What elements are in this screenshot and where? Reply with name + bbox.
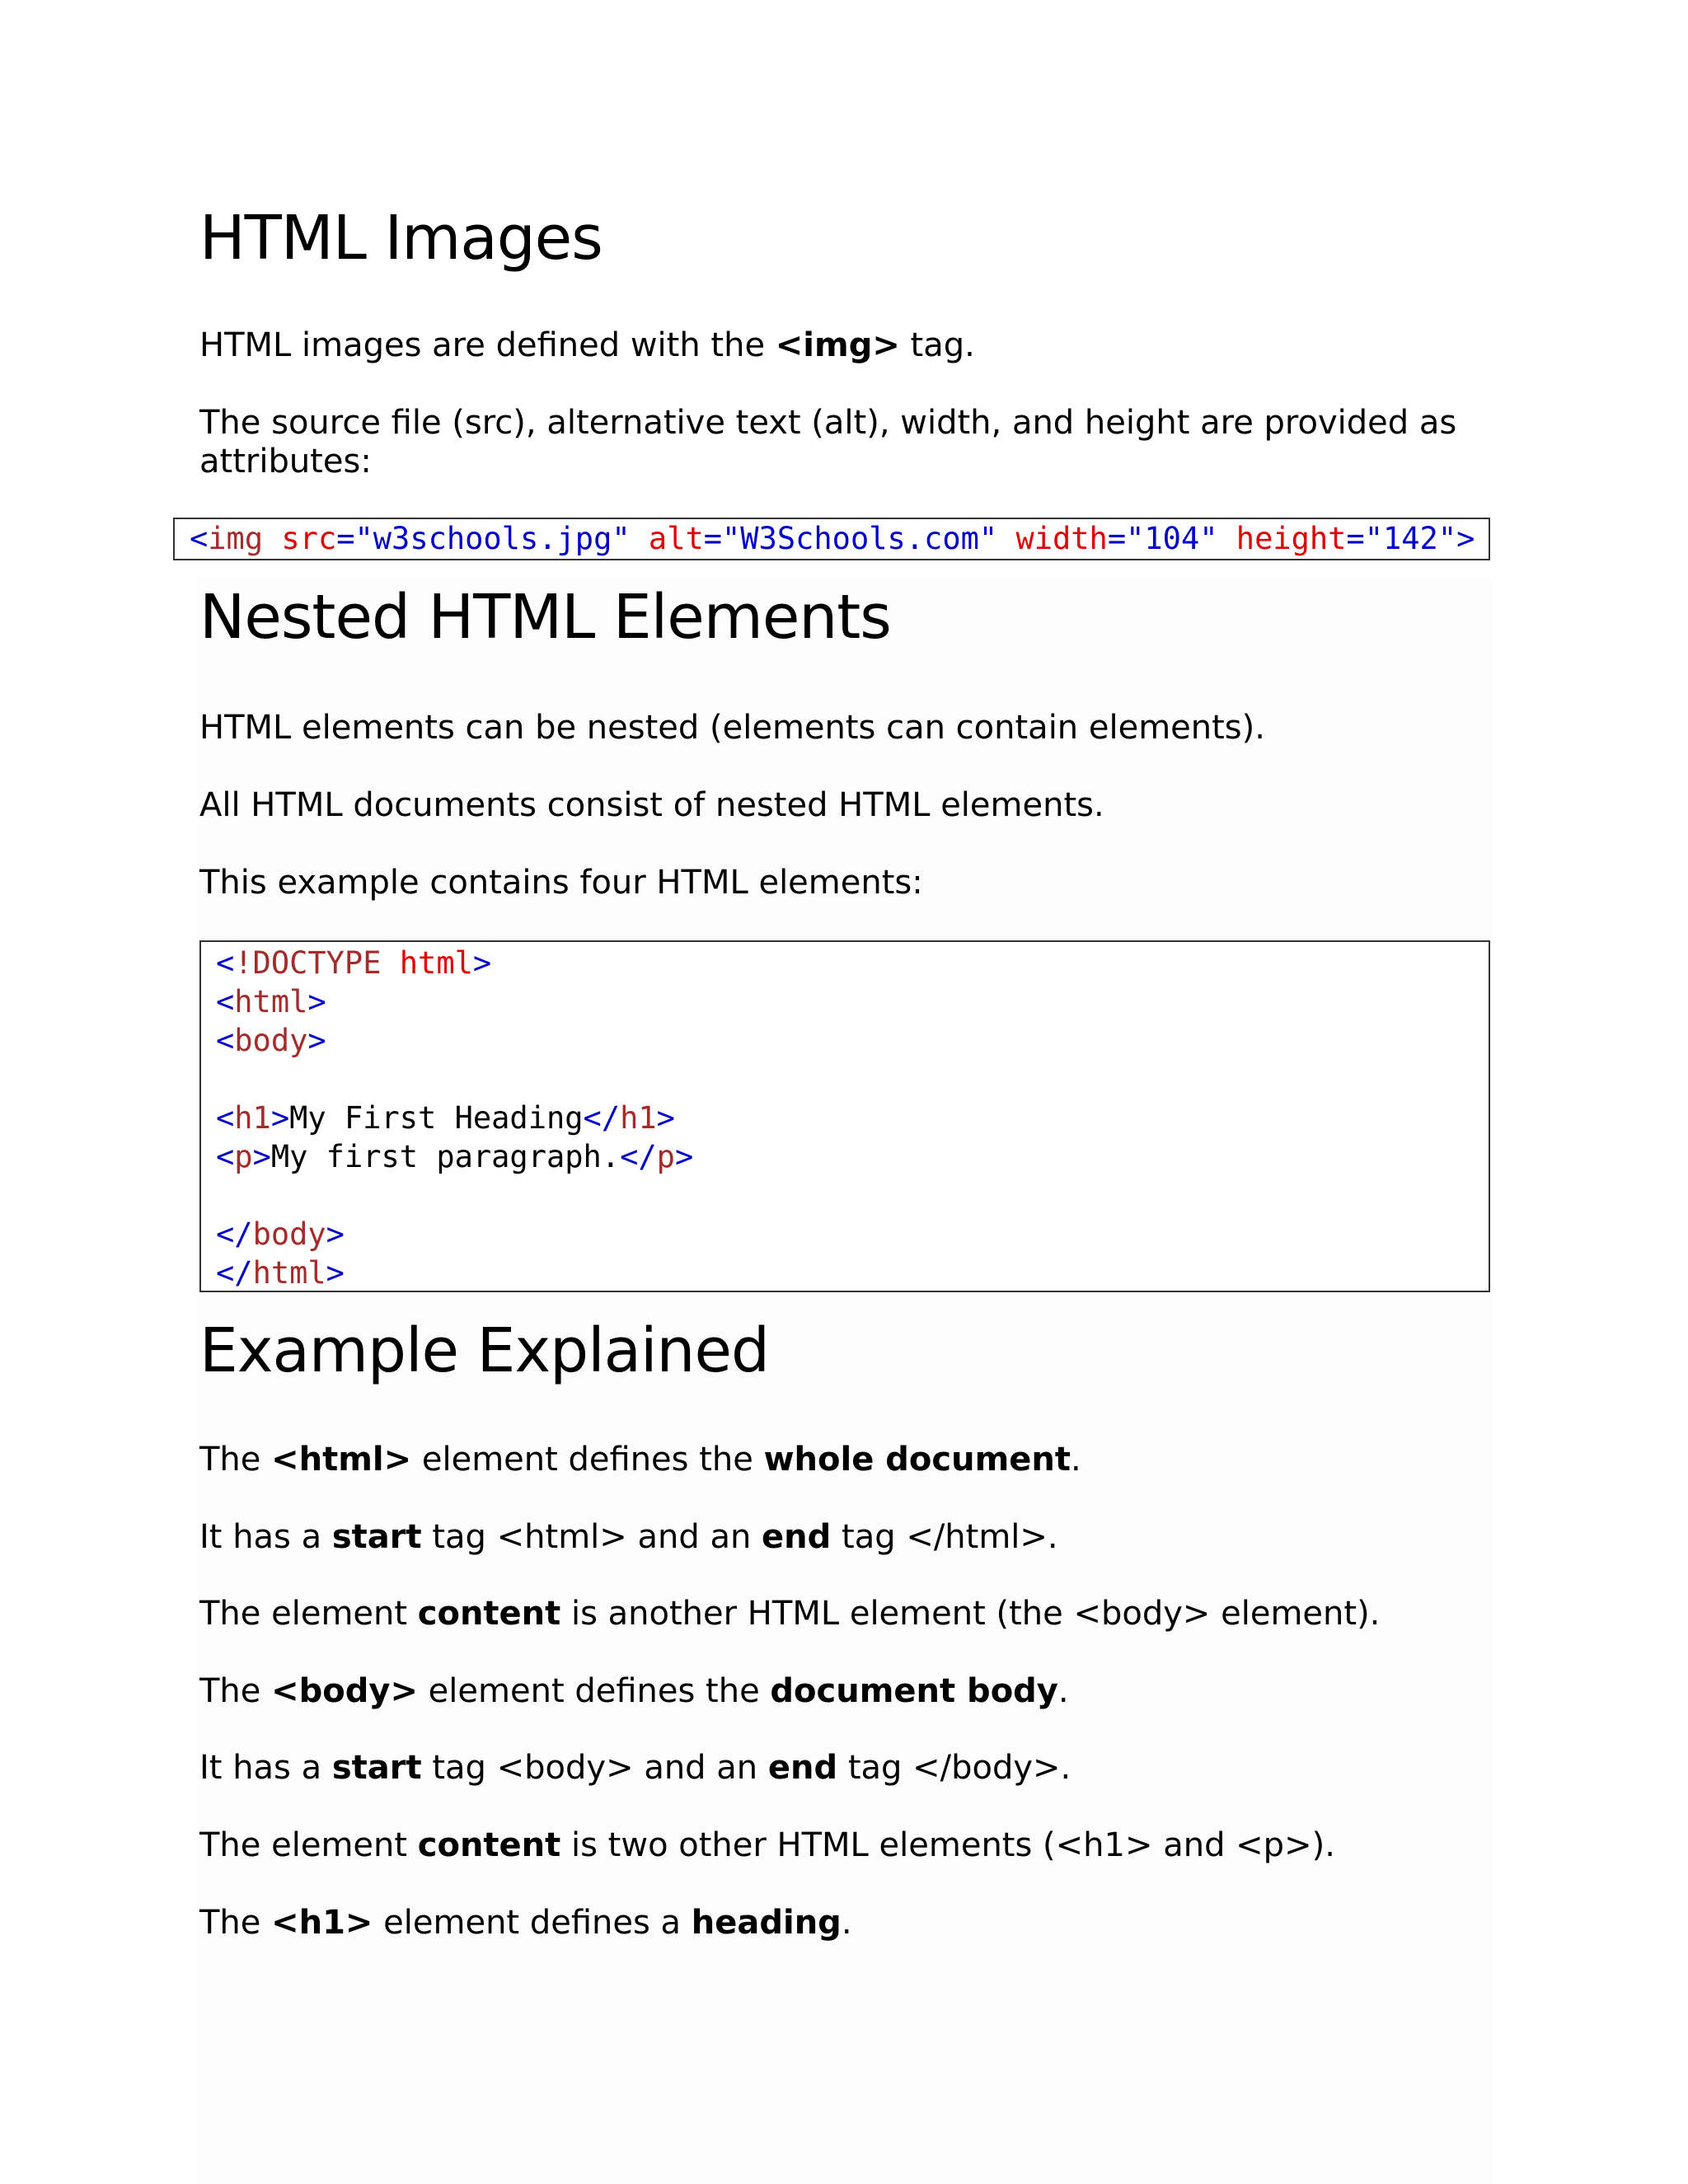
- nested-code-example: [199, 940, 1490, 1292]
- img-code-example: [173, 518, 1490, 560]
- nested-code-block: [216, 944, 693, 1292]
- img-code-line: <img src="w3schools.jpg" alt="W3Schools.com" width="104" height="142">: [190, 521, 1475, 556]
- images-paragraph-1: HTML images are defined with the <img> tag.: [199, 326, 975, 364]
- code-line-blank: [216, 1176, 693, 1215]
- explained-line-5: It has a start tag <body> and an end tag </body>.: [199, 1749, 1071, 1787]
- images-paragraph-2: The source file (src), alternative text (alt), width, and height are provided as attributes:: [199, 404, 1457, 480]
- code-line-h1: <h1>My First Heading</h1>: [216, 1100, 675, 1136]
- heading-example-explained: Example Explained: [199, 1315, 769, 1386]
- explained-line-1: The <html> element defines the whole document.: [199, 1441, 1081, 1479]
- heading-html-images: HTML Images: [199, 203, 603, 274]
- code-line-body-close: </body>: [216, 1216, 345, 1252]
- explained-line-4: The <body> element defines the document body.: [199, 1672, 1069, 1710]
- explained-line-6: The element content is two other HTML elements (<h1> and <p>).: [199, 1826, 1335, 1864]
- explained-line-7: The <h1> element defines a heading.: [199, 1904, 852, 1942]
- code-line-html-close: </html>: [216, 1255, 345, 1291]
- explained-line-3: The element content is another HTML element (the <body> element).: [199, 1595, 1381, 1633]
- explained-line-2: It has a start tag <html> and an end tag </html>.: [199, 1518, 1058, 1556]
- code-line-blank: [216, 1060, 693, 1099]
- code-line-p: <p>My first paragraph.</p>: [216, 1139, 694, 1174]
- code-line-body-open: <body>: [216, 1023, 326, 1058]
- heading-nested-elements: Nested HTML Elements: [199, 582, 891, 653]
- code-line-html-open: <html>: [216, 984, 326, 1019]
- nested-paragraph-3: This example contains four HTML elements:: [199, 864, 923, 902]
- code-line-doctype: <!DOCTYPE html>: [216, 945, 492, 981]
- nested-paragraph-2: All HTML documents consist of nested HTML elements.: [199, 786, 1104, 824]
- nested-paragraph-1: HTML elements can be nested (elements can contain elements).: [199, 709, 1265, 747]
